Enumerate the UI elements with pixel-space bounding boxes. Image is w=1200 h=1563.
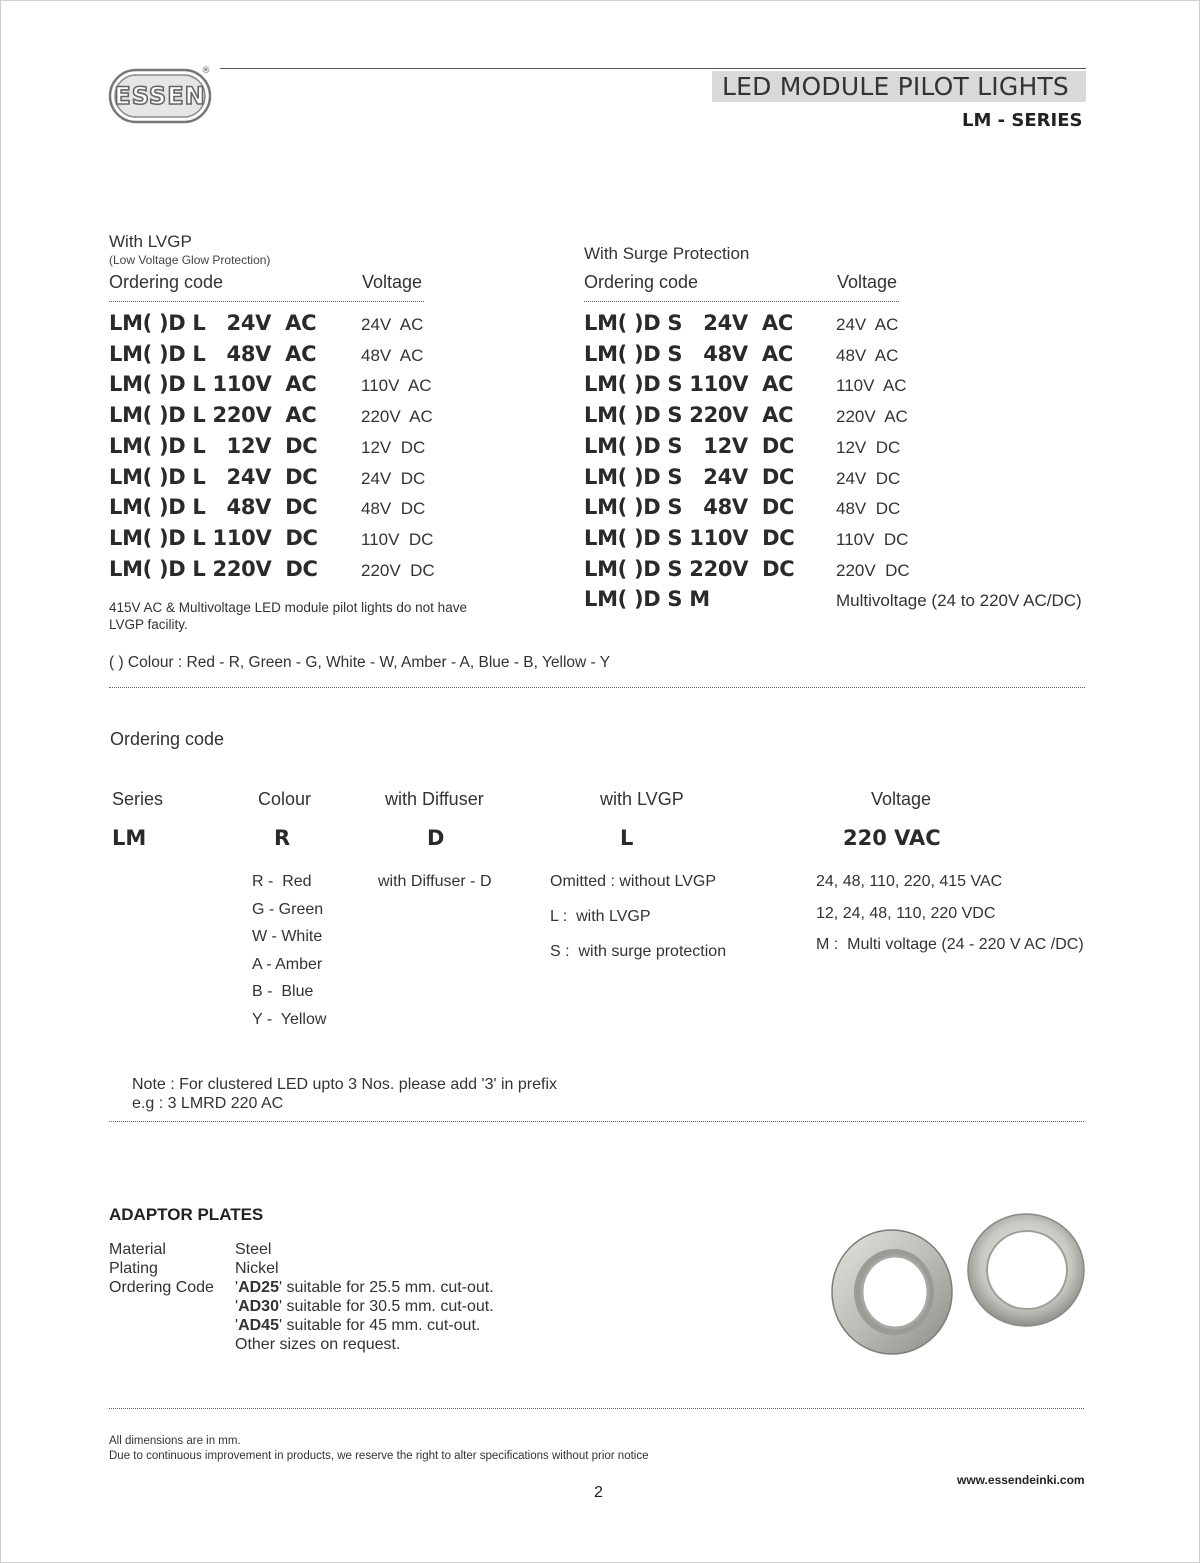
ordering-column-value: R [274,826,291,850]
adaptor-code: AD45 [238,1317,279,1334]
lvgp-ordering-code: LM( )D L 110V DC [109,525,318,550]
footer-line-2: Due to continuous improvement in products, we reserve the right to alter specifications without prior notice [109,1450,649,1462]
adaptor-code: AD25 [238,1279,279,1296]
adaptor-code-line: 'AD30' suitable for 30.5 mm. cut-out. [235,1298,494,1315]
surge-col-code: Ordering code [584,272,699,292]
lvgp-voltage: 110V DC [361,529,434,549]
adaptor-values [235,1240,494,1354]
lvgp-subheading: (Low Voltage Glow Protection) [109,253,271,267]
lvgp-voltage: 48V AC [361,345,424,365]
ordering-option: A - Amber [252,955,323,973]
ordering-option: Y - Yellow [252,1010,327,1028]
surge-voltage: 48V AC [836,345,899,365]
surge-voltage: Multivoltage (24 to 220V AC/DC) [836,591,1082,611]
ordering-column-value: L [620,826,634,850]
material-value: Steel [235,1241,272,1258]
ordering-column-head: with LVGP [600,789,684,809]
lvgp-voltage: 48V DC [361,499,426,519]
lvgp-note: 415V AC & Multivoltage LED module pilot lights do not have LVGP facility. [109,600,467,632]
lvgp-voltage: 12V DC [361,437,426,457]
adaptor-title: ADAPTOR PLATES [109,1205,264,1224]
lvgp-voltage: 24V DC [361,468,426,488]
surge-ordering-code: LM( )D S 48V AC [584,341,793,366]
material-label: Material [109,1241,166,1258]
ordering-column-head: Voltage [871,789,932,809]
surge-voltage: 110V AC [836,376,907,396]
plating-label: Plating [109,1260,158,1277]
lvgp-ordering-code: LM( )D L 220V DC [109,556,318,581]
ordering-option: B - Blue [252,983,314,1000]
surge-voltage: 220V DC [836,560,910,580]
cluster-note-line1: Note : For clustered LED upto 3 Nos. please add '3' in prefix [132,1076,557,1093]
adaptor-code-line: 'AD45' suitable for 45 mm. cut-out. [235,1317,481,1334]
adaptor-plate-left [832,1230,952,1354]
lvgp-ordering-code: LM( )D L 48V DC [109,495,318,520]
ordering-option: 24, 48, 110, 220, 415 VAC [816,873,1003,890]
adaptor-code-line: 'AD25' suitable for 25.5 mm. cut-out. [235,1279,494,1296]
essen-logo [108,64,214,126]
lvgp-header-rule [109,301,424,302]
surge-ordering-code: LM( )D S 110V AC [584,372,794,397]
surge-heading: With Surge Protection [584,244,750,263]
lvgp-voltage: 110V AC [361,376,432,396]
lvgp-ordering-code: LM( )D L 12V DC [109,433,318,458]
surge-header-rule [584,301,899,302]
adaptor-code-desc: suitable for 45 mm. cut-out. [282,1317,481,1334]
registered-mark: ® [201,66,211,76]
footer-notes [109,1434,649,1464]
surge-voltage: 220V AC [836,407,908,427]
ordering-option: G - Green [252,900,324,918]
cluster-note [132,1075,557,1113]
lvgp-voltage: 220V DC [361,560,435,580]
lvgp-col-code: Ordering code [109,272,224,292]
page-number: 2 [594,1484,603,1501]
surge-ordering-code: LM( )D S 220V DC [584,556,795,581]
ordering-title: Ordering code [110,729,225,749]
adaptor-labels [109,1240,214,1297]
surge-voltage: 48V DC [836,499,901,519]
adaptor-code-desc: suitable for 30.5 mm. cut-out. [282,1298,494,1315]
surge-voltage: 12V DC [836,437,901,457]
page-subtitle: LM - SERIES [962,110,1083,131]
surge-col-voltage: Voltage [837,272,898,292]
lvgp-ordering-code: LM( )D L 24V DC [109,464,318,489]
lvgp-ordering-code: LM( )D L 24V AC [109,311,317,335]
ordering-option: W - White [252,928,323,945]
ordering-option: Omitted : without LVGP [550,873,716,890]
ordering-option: S : with surge protection [550,943,727,960]
ordering-column-head: with Diffuser [385,789,484,809]
lvgp-heading: With LVGP [109,232,192,251]
surge-ordering-code: LM( )D S 12V DC [584,433,795,458]
ordering-option: R - Red [252,873,312,890]
section-rule-1 [109,687,1085,688]
surge-ordering-code: LM( )D S 24V DC [584,464,795,489]
lvgp-ordering-code: LM( )D L 110V AC [109,372,317,397]
ordering-column-value: 220 VAC [843,826,941,850]
surge-voltage: 24V AC [836,315,899,334]
surge-ordering-code: LM( )D S 24V AC [584,311,793,335]
page-title: LED MODULE PILOT LIGHTS [722,72,1069,101]
ordering-option: 12, 24, 48, 110, 220 VDC [816,904,996,922]
logo-text: ESSEN [114,82,206,110]
header-rule [220,68,1086,69]
surge-voltage: 24V DC [836,468,901,488]
ordering-column-head: Colour [258,789,312,809]
colour-key: ( ) Colour : Red - R, Green - G, White - W, Amber - A, Blue - B, Yellow - Y [109,654,611,671]
section-rule-3 [109,1408,1084,1409]
ordering-code-label: Ordering Code [109,1279,214,1296]
lvgp-voltage: 24V AC [361,315,424,334]
website: www.essendeinki.com [957,1473,1085,1487]
surge-ordering-code: LM( )D S M [584,587,710,612]
surge-ordering-code: LM( )D S 48V DC [584,495,795,520]
other-sizes: Other sizes on request. [235,1336,401,1353]
lvgp-voltage: 220V AC [361,407,433,427]
ordering-option: L : with LVGP [550,908,651,925]
cluster-note-line2: e.g : 3 LMRD 220 AC [132,1095,284,1112]
plating-value: Nickel [235,1260,279,1277]
ordering-option: M : Multi voltage (24 - 220 V AC /DC) [816,936,1084,953]
adaptor-plate-right [968,1214,1084,1326]
adaptor-code-desc: suitable for 25.5 mm. cut-out. [282,1279,494,1296]
surge-voltage: 110V DC [836,529,909,549]
lvgp-ordering-code: LM( )D L 48V AC [109,341,317,366]
ordering-option: with Diffuser - D [378,873,492,890]
surge-ordering-code: LM( )D S 110V DC [584,525,795,550]
ordering-column-head: Series [112,789,164,809]
footer-line-1: All dimensions are in mm. [109,1435,241,1447]
adaptor-plates-image [828,1210,1090,1362]
section-rule-2 [109,1121,1084,1122]
lvgp-col-voltage: Voltage [362,272,423,292]
ordering-column-value: LM [112,826,147,850]
ordering-column-value: D [427,826,445,850]
lvgp-ordering-code: LM( )D L 220V AC [109,403,317,428]
adaptor-code: AD30 [238,1298,279,1315]
surge-ordering-code: LM( )D S 220V AC [584,403,794,428]
